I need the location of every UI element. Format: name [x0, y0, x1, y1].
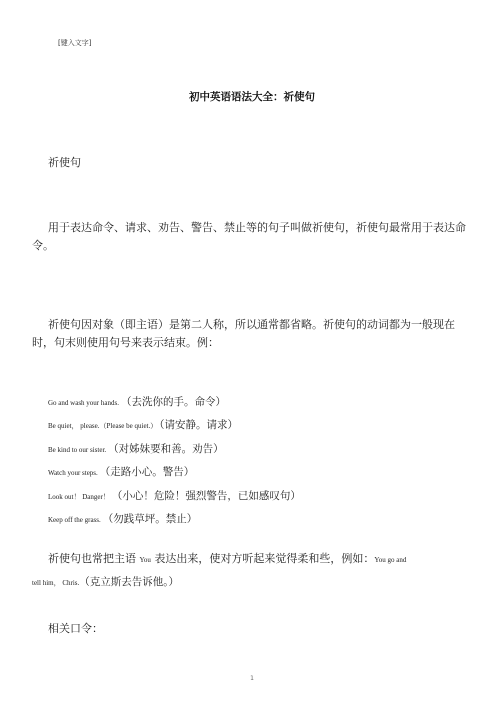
inline-english: You — [139, 556, 151, 564]
example-chinese: （请安静。请求） — [159, 419, 238, 431]
example-line — [48, 484, 301, 500]
paragraph-definition: 用于表达命令、请求、劝告、警告、禁止等的句子叫做祈使句，祈使句最常用于表达命令。 — [32, 221, 466, 252]
section-heading-commands: 相关口令： — [48, 622, 103, 635]
example-chinese: （小心！危险！强烈警告，已如感叹句） — [111, 490, 301, 502]
paragraph-subject-explanation: 祈使句因对象（即主语）是第二人称，所以通常都省略。祈使句的动词都为一般现在时，句末则使用句号来表示结束。例： — [32, 318, 455, 349]
example-chinese: （勿践草坪。禁止） — [102, 513, 198, 525]
header-placeholder-text: [键入文字] — [58, 39, 92, 47]
example-english: Watch your steps. — [48, 469, 98, 477]
example-english: Keep off the grass. — [48, 516, 101, 524]
paragraph-text: （克立斯去告诉他。） — [79, 576, 179, 588]
paragraph-explicit-subject — [32, 548, 474, 594]
section-heading: 祈使句 — [48, 156, 81, 169]
inline-english: You go and — [374, 556, 407, 564]
page-number: 1 — [250, 675, 254, 682]
example-line — [48, 413, 238, 429]
example-line — [48, 507, 197, 523]
document-title: 初中英语语法大全：祈使句 — [189, 91, 315, 103]
example-english: Look out！ Danger！ — [48, 493, 110, 501]
example-english: Go and wash your hands. — [48, 399, 119, 407]
paragraph-text: 祈使句也常把主语 — [48, 552, 140, 565]
example-line — [48, 390, 226, 406]
example-chinese: （对姊妹要和善。劝告） — [108, 443, 224, 455]
example-chinese: （走路小心。警告） — [99, 466, 195, 478]
example-line — [48, 460, 194, 476]
example-chinese: （去洗你的手。命令） — [120, 396, 226, 408]
example-line — [48, 437, 224, 453]
example-english: Be quiet， please.（Please be quiet.） — [48, 422, 158, 430]
inline-english: tell him， Chris. — [32, 579, 80, 587]
paragraph-text: 表达出来，使对方听起来觉得柔和些，例如： — [150, 552, 375, 565]
example-english: Be kind to our sister. — [48, 446, 107, 454]
